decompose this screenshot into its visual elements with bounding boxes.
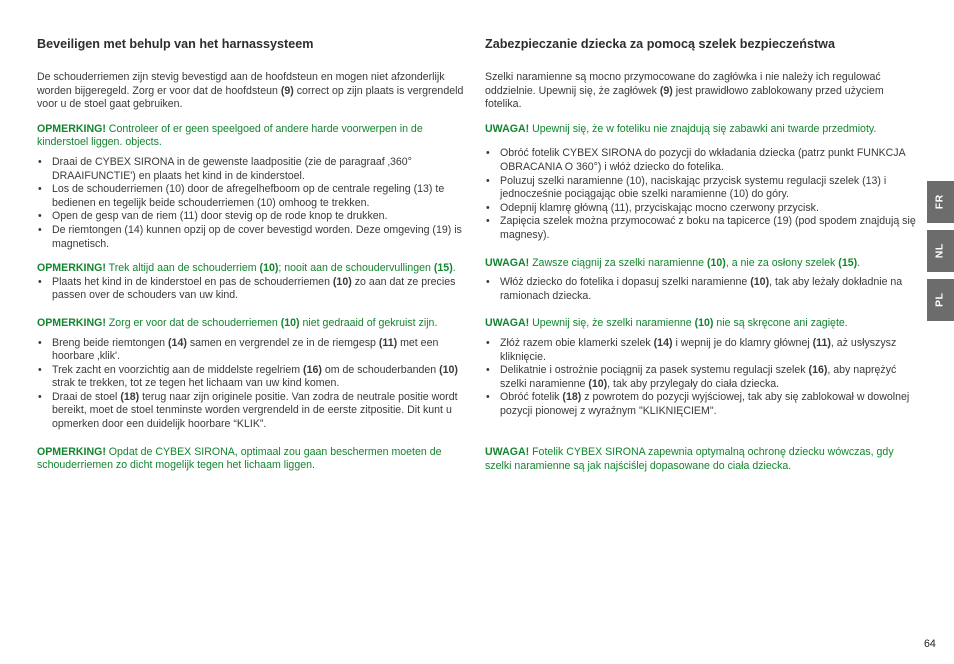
note-label: UWAGA! (485, 446, 530, 459)
note-text: , a nie za osłony szelek (725, 256, 839, 269)
note-text: Zorg er voor dat de schouderriemen (105, 316, 281, 329)
item-text: Plaats het kind in de kinderstoel en pas de schouderriemen (52, 275, 333, 288)
ref-number: (11) (378, 336, 398, 349)
list-item: • Los de schouderriemen (10) door de afregelhefboom op de centrale regeling (13) te bedienen en tegelijk beide schouderriemen (10) omhoog te trekken. (37, 183, 469, 210)
note-text: Upewnij się, że w foteliku nie znajdują się zabawki ani twarde przedmioty. (529, 122, 877, 135)
item-text: terug naar zijn originele positie. Van zodra de neutrale positie wordt bereikt, moet de stoel tenminste worden vergrendeld in de eerste zitpositie. Dit kunt u opmerken door een duidelijk hoorbare “KLIK”. (52, 390, 458, 431)
note-text: Fotelik CYBEX SIRONA zapewnia optymalną ochronę dziecku wówczas, gdy szelki naramienne są jak najściślej dopasowane do ciała dziecka. (485, 446, 894, 473)
list-item: • Poluzuj szelki naramienne (10), naciskając przycisk systemu regulacji szelek (13) i jednocześnie pociągając obie szelki naramienne (10) do góry. (485, 175, 917, 202)
note-protection (37, 446, 469, 473)
item-text: Złóż razem obie klamerki szelek (500, 336, 654, 349)
item-text: , aż usłyszysz kliknięcie. (500, 336, 897, 363)
ref-number: (10) (259, 262, 279, 275)
ref-number: (10) (694, 317, 714, 330)
language-tab-pl[interactable] (927, 279, 954, 321)
section-heading: Beveiligen met behulp van het harnassysteem (37, 37, 314, 51)
item-text: met een hoorbare ‚klik'. (52, 336, 439, 363)
item-text: , tak aby przylegały do ciała dziecka. (607, 377, 780, 390)
note-label: OPMERKING! (37, 262, 106, 275)
intro-text: correct op zijn plaats is vergrendeld voor u de stoel gaat gebruiken. (37, 84, 464, 111)
note-not-twisted (485, 317, 917, 331)
item-text: Trek zacht en voorzichtig aan de middelste regelriem (52, 363, 304, 376)
ref-number: (15) (838, 256, 858, 269)
ref-number: (10) (706, 256, 726, 269)
note-text: Controleer of er geen speelgoed of andere harde voorwerpen in de kinderstoel liggen. objects. (37, 122, 423, 149)
note-label: OPMERKING! (37, 122, 106, 135)
item-text: Breng beide riemtongen (52, 336, 169, 349)
ref-number: (16) (808, 364, 828, 377)
note-text: Opdat de CYBEX SIRONA, optimaal zou gaan beschermen moeten de schouderriemen zo dicht mogelijk tegen het lichaam liggen. (37, 445, 442, 472)
list-item: • De riemtongen (14) kunnen opzij op de cover bevestigd worden. Deze omgeving (19) is magnetisch. (37, 224, 469, 251)
list-item (485, 337, 917, 364)
item-text: samen en vergrendel ze in de riemgesp (186, 336, 379, 349)
tab-label: NL (933, 243, 946, 259)
ref-number: (10) (332, 275, 352, 288)
language-tab-fr[interactable] (927, 181, 954, 223)
steps-list (37, 337, 469, 432)
list-item: • Zapięcia szelek można przymocować z boku na tapicerce (19) (pod spodem znajdują się magnesy). (485, 215, 917, 242)
list-item (485, 391, 917, 418)
ref-number: (14) (653, 336, 673, 349)
note-label: OPMERKING! (37, 316, 106, 329)
steps-list (485, 147, 917, 242)
note-text: . (857, 256, 861, 269)
ref-number: (15) (433, 262, 453, 275)
list-item: • Open de gesp van de riem (11) door stevig op de rode knop te drukken. (37, 210, 469, 224)
note-label: UWAGA! (485, 122, 530, 135)
ref-number: (10) (588, 377, 608, 390)
section-heading: Zabezpieczanie dziecka za pomocą szelek bezpieczeństwa (485, 37, 835, 51)
item-text: , tak aby leżały dokładnie na ramionach dziecka. (500, 276, 903, 302)
item-text: strak te trekken, tot ze tegen het lichaam van uw kind komen. (52, 377, 340, 390)
ref-number: (10) (750, 276, 770, 289)
intro-paragraph (37, 71, 469, 112)
polish-column (485, 36, 917, 474)
steps-list (37, 276, 469, 303)
item-text: zo aan dat ze precies passen over de schouders van uw kind. (52, 275, 456, 302)
note-toys (37, 123, 469, 150)
note-pull-strap (485, 257, 917, 271)
ref-number: (14) (168, 336, 187, 349)
item-text: i wepnij je do klamry głównej (672, 336, 813, 349)
tab-label: PL (933, 292, 946, 308)
note-text: Trek altijd aan de schouderriem (105, 262, 260, 275)
list-item (485, 364, 917, 391)
intro-paragraph (485, 71, 917, 112)
language-tab-nl[interactable] (927, 230, 954, 272)
note-text: ; nooit aan de schoudervullingen (278, 262, 434, 275)
note-pull-strap (37, 262, 469, 276)
dutch-column (37, 36, 469, 473)
list-item (37, 364, 469, 391)
note-text: niet gedraaid of gekruist zijn. (299, 316, 438, 329)
intro-text: Szelki naramienne są mocno przymocowane do zagłówka i nie należy ich regulować oddzielnie. Upewnij się, że zagłówek (485, 71, 881, 97)
ref-number: (11) (812, 336, 831, 349)
item-text: Delikatnie i ostrożnie pociągnij za pasek systemu regulacji szelek (500, 364, 809, 377)
ref-number: (10) (280, 316, 300, 329)
intro-text: De schouderriemen zijn stevig bevestigd aan de hoofdsteun en mogen niet afzonderlijk worden bijgeregeld. Zorg er voor dat de hoofdsteun (37, 71, 445, 97)
item-text: om de schouderbanden (321, 363, 440, 376)
note-not-twisted (37, 317, 469, 331)
ref-number: (9) (659, 84, 673, 97)
ref-number: (9) (280, 84, 294, 97)
steps-list (37, 156, 469, 251)
note-label: OPMERKING! (37, 445, 106, 458)
note-label: UWAGA! (485, 317, 530, 330)
item-text: Obróć fotelik (500, 391, 563, 404)
item-text: , aby naprężyć szelki naramienne (500, 364, 897, 390)
list-item (37, 337, 469, 364)
steps-list (485, 276, 917, 303)
list-item (485, 276, 917, 303)
ref-number: (18) (120, 390, 140, 403)
ref-number: (16) (303, 363, 322, 376)
steps-list (485, 337, 917, 419)
note-text: Upewnij się, że szelki naramienne (529, 317, 695, 330)
list-item: • Obróć fotelik CYBEX SIRONA do pozycji do wkładania dziecka (patrz punkt FUNKCJA OBRACANIA O 360°) i włóż dziecko do fotelika. (485, 147, 917, 174)
intro-text: jest prawidłowo zablokowany przed użyciem fotelika. (485, 84, 884, 111)
item-text: Draai de stoel (52, 390, 121, 403)
page-number: 64 (924, 638, 936, 650)
ref-number: (10) (439, 363, 458, 376)
list-item (37, 276, 469, 303)
tab-label: FR (933, 194, 946, 210)
ref-number: (18) (562, 391, 582, 404)
list-item: • Odepnij klamrę główną (11), przyciskając mocno czerwony przycisk. (485, 202, 917, 216)
note-text: . (452, 262, 456, 275)
note-toys (485, 123, 917, 137)
note-text: nie są skręcone ani zagięte. (713, 317, 848, 330)
item-text: z powrotem do pozycji wyjściowej, tak aby się zablokował w dowolnej pozycji pionowej z wyraźnym "KLIKNIĘCIEM". (500, 391, 910, 417)
note-label: UWAGA! (485, 256, 530, 269)
note-protection (485, 446, 917, 473)
list-item: • Draai de CYBEX SIRONA in de gewenste laadpositie (zie de paragraaf ‚360° DRAAIFUNCTIE') en plaats het kind in de kinderstoel. (37, 156, 469, 183)
list-item (37, 391, 469, 432)
note-text: Zawsze ciągnij za szelki naramienne (529, 256, 707, 269)
item-text: Włóż dziecko do fotelika i dopasuj szelki naramienne (500, 276, 751, 289)
